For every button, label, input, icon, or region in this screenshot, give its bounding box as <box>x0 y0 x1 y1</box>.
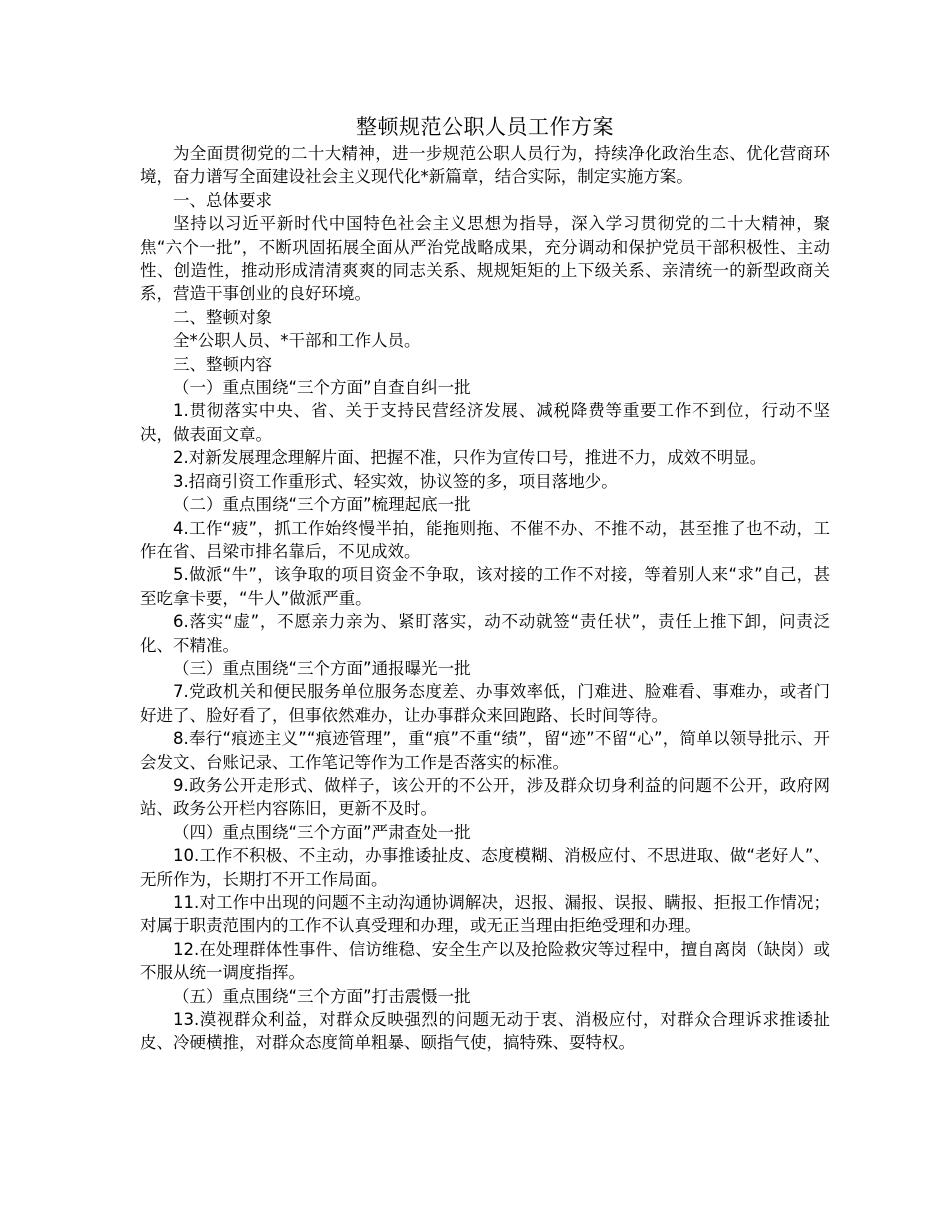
paragraph: 全*公职人员、*干部和工作人员。 <box>173 331 421 351</box>
paragraph: 1.贯彻落实中央、省、关于支持民营经济发展、减税降费等重要工作不到位，行动不坚决，做表面文章。 <box>140 401 830 444</box>
paragraph: （一）重点围绕“三个方面”自查自纠一批 <box>173 378 471 398</box>
paragraph: 3.招商引资工作重形式、轻实效，协议签的多，项目落地少。 <box>173 471 618 491</box>
paragraph: （二）重点围绕“三个方面”梳理起底一批 <box>173 495 471 515</box>
paragraph: 2.对新发展理念理解片面、把握不准，只作为宣传口号，推进不力，成效不明显。 <box>173 448 767 468</box>
document-page <box>140 112 830 1055</box>
paragraph: 三、整顿内容 <box>173 354 272 374</box>
paragraph: 5.做派“牛”，该争取的项目资金不争取，该对接的工作不对接，等着别人来“求”自己，甚至吃拿卡要，“牛人”做派严重。 <box>140 565 830 608</box>
paragraph: （三）重点围绕“三个方面”通报曝光一批 <box>173 658 471 678</box>
paragraph: （四）重点围绕“三个方面”严肃查处一批 <box>173 822 471 842</box>
paragraph: 一、总体要求 <box>173 190 272 210</box>
paragraph: 9.政务公开走形式、做样子，该公开的不公开，涉及群众切身利益的问题不公开，政府网站、政务公开栏内容陈旧，更新不及时。 <box>140 775 830 819</box>
paragraph: 6.落实“虚”，不愿亲力亲为、紧盯落实，动不动就签“责任状”，责任上推下卸，问责泛化、不精准。 <box>140 612 830 655</box>
paragraph: 11.对工作中出现的问题不主动沟通协调解决，迟报、漏报、误报、瞒报、拒报工作情况；对属于职责范围内的工作不认真受理和办理，或无正当理由拒绝受理和办理。 <box>140 893 830 936</box>
document-title: 整顿规范公职人员工作方案 <box>356 115 614 139</box>
paragraph: 12.在处理群体性事件、信访维稳、安全生产以及抢险救灾等过程中，擅自离岗（缺岗）或不服从统一调度指挥。 <box>140 939 830 983</box>
paragraph: 13.漠视群众利益，对群众反映强烈的问题无动于衷、消极应付，对群众合理诉求推诿扯皮、冷硬横推，对群众态度简单粗暴、颐指气使，搞特殊、耍特权。 <box>140 1010 830 1053</box>
paragraph: 4.工作“疲”，抓工作始终慢半拍，能拖则拖、不催不办、不推不动，甚至推了也不动，工作在省、吕梁市排名靠后，不见成效。 <box>140 518 830 561</box>
document-body <box>140 142 830 1055</box>
paragraph: 二、整顿对象 <box>173 307 272 327</box>
paragraph: 为全面贯彻党的二十大精神，进一步规范公职人员行为，持续净化政治生态、优化营商环境，奋力谱写全面建设社会主义现代化*新篇章，结合实际，制定实施方案。 <box>140 144 830 187</box>
paragraph: 8.奉行“痕迹主义”“痕迹管理”，重“痕”不重“绩”，留“迹”不留“心”，简单以领导批示、开会发文、台账记录、工作笔记等作为工作是否落实的标准。 <box>140 729 830 772</box>
paragraph: 坚持以习近平新时代中国特色社会主义思想为指导，深入学习贯彻党的二十大精神，聚焦“六个一批”，不断巩固拓展全面从严治党战略成果，充分调动和保护党员干部积极性、主动性、创造性，推动形成清清爽爽的同志关系、规规矩矩的上下级关系、亲清统一的新型政商关系，营造干事创业的良好环境。 <box>140 214 830 304</box>
paragraph: 7.党政机关和便民服务单位服务态度差、办事效率低，门难进、脸难看、事难办，或者门好进了、脸好看了，但事依然难办，让办事群众来回跑路、长时间等待。 <box>140 682 830 725</box>
paragraph: 10.工作不积极、不主动，办事推诿扯皮、态度模糊、消极应付、不思进取、做“老好人”、无所作为，长期打不开工作局面。 <box>140 846 830 889</box>
paragraph: （五）重点围绕“三个方面”打击震慑一批 <box>173 986 471 1006</box>
